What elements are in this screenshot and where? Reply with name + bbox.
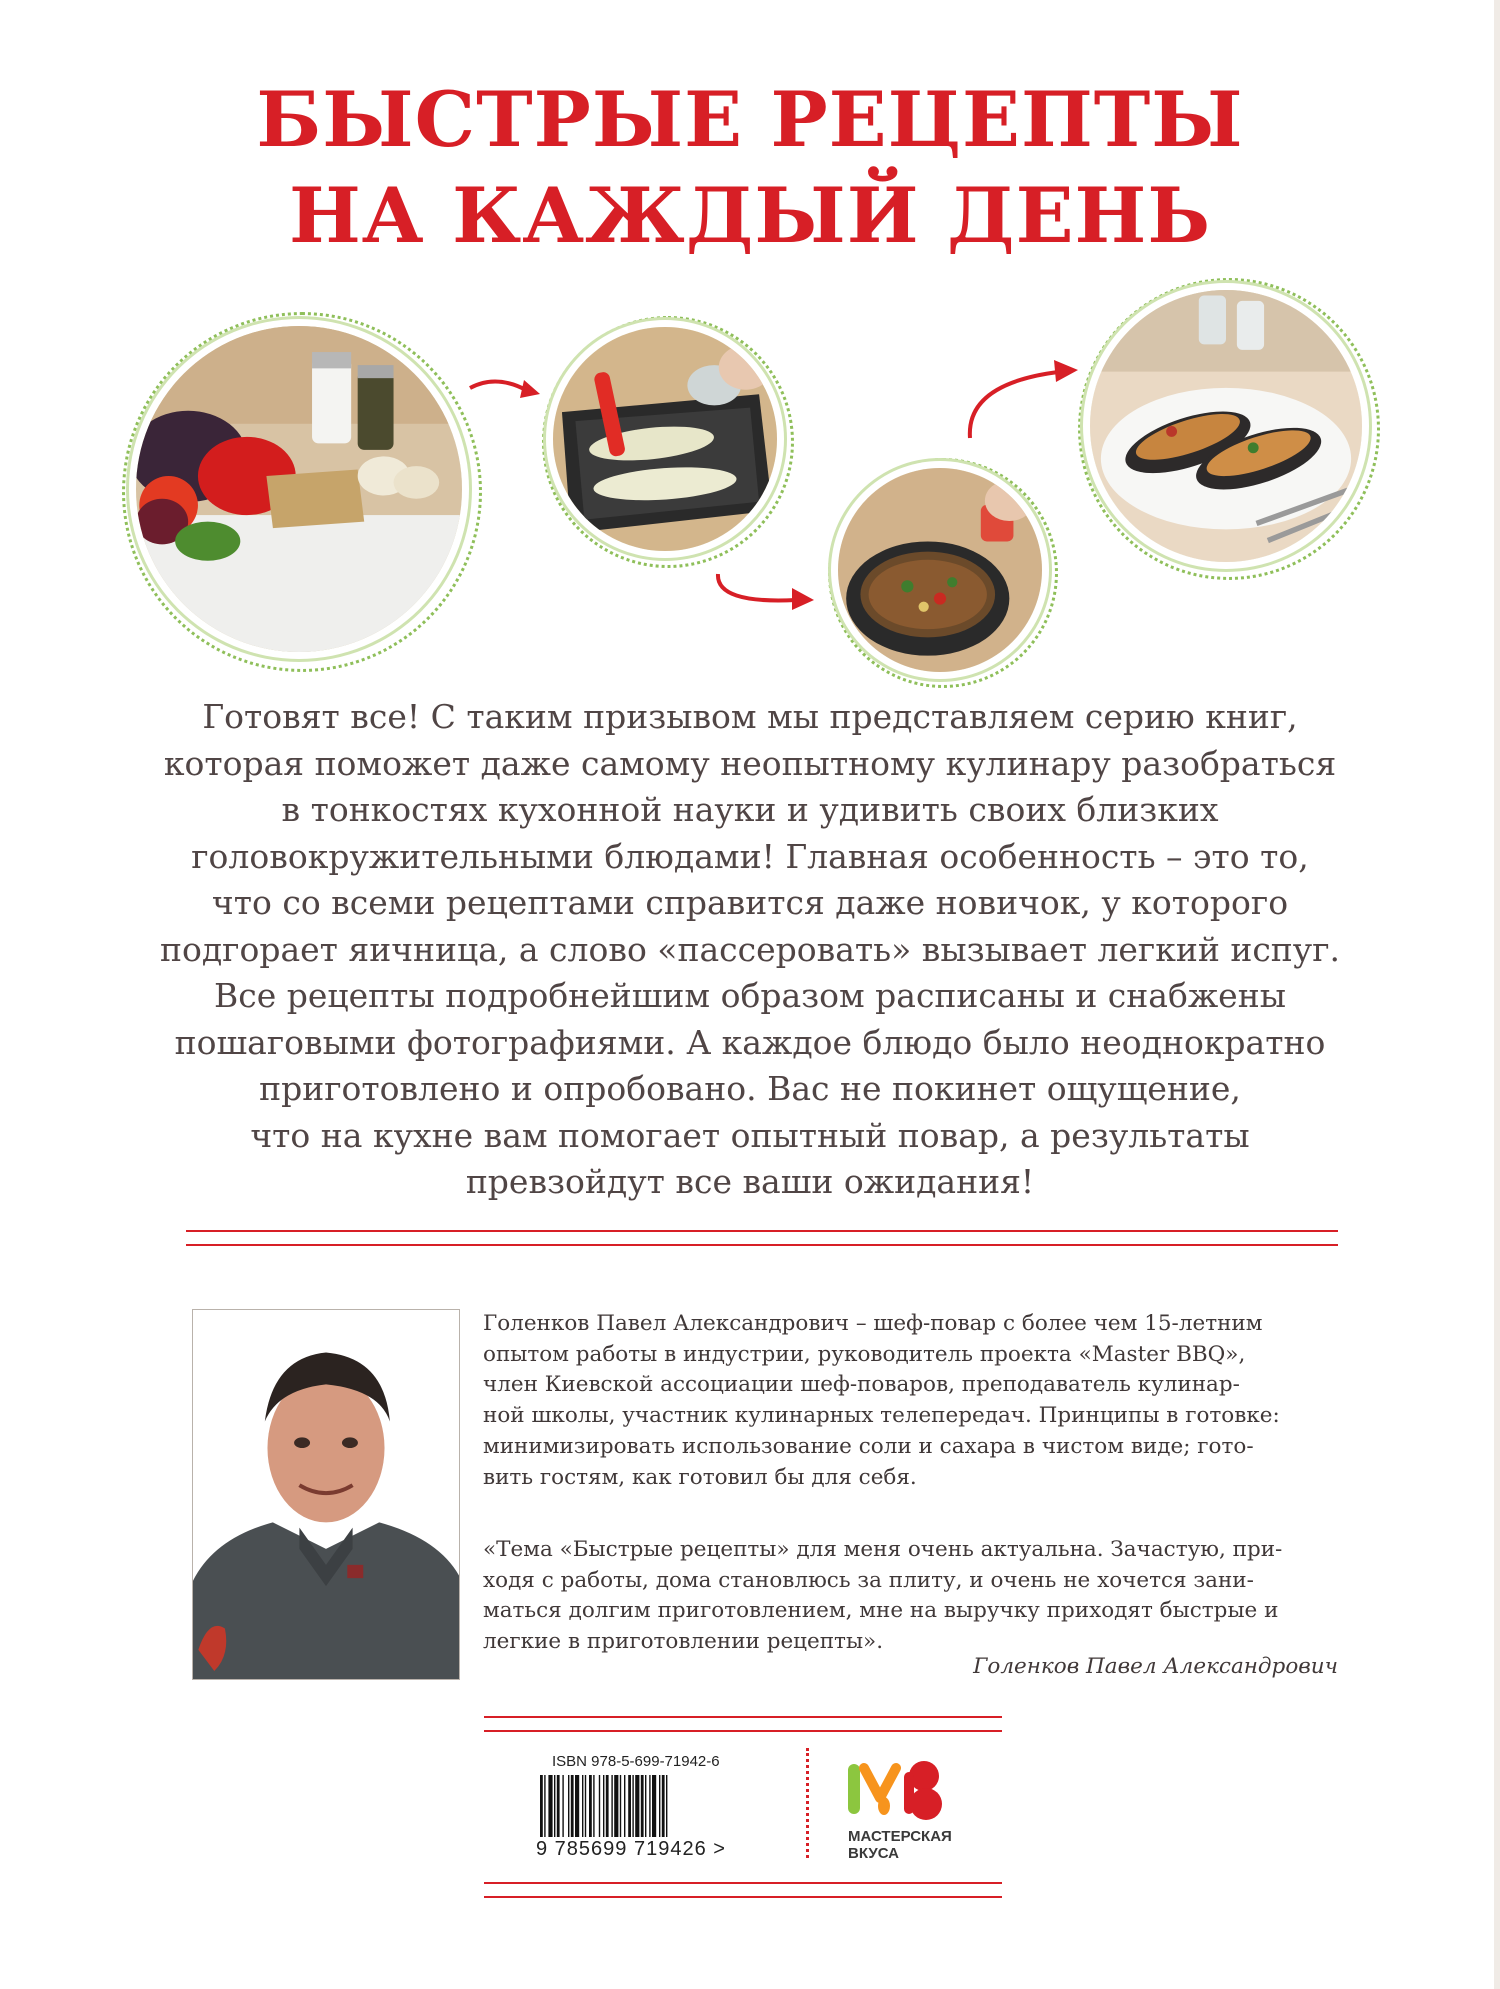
intro-line: в тонкостях кухонной науки и удивить своих близких — [281, 790, 1219, 829]
arrow-step-1-to-2 — [466, 370, 546, 410]
publisher-name-line-1: МАСТЕРСКАЯ — [848, 1828, 952, 1845]
intro-line: головокружительными блюдами! Главная особенность – это то, — [191, 836, 1309, 876]
divider-bottom-3 — [484, 1882, 1002, 1884]
intro-line: которая поможет даже самому неопытному кулинару разобраться — [163, 743, 1337, 783]
step-photo-ingredients — [136, 326, 462, 652]
author-bio — [483, 1309, 1339, 1493]
quote-line: «Тема «Быстрые рецепты» для меня очень актуальна. Зачастую, при- — [483, 1537, 1283, 1562]
divider-top-2 — [186, 1244, 1338, 1246]
quote-line: ходя с работы, дома становлюсь за плиту, и очень не хочется зани- — [483, 1567, 1254, 1593]
arrow-step-3-to-4 — [962, 352, 1086, 448]
dotted-separator — [806, 1748, 809, 1858]
book-title — [0, 72, 1500, 264]
publisher-logo-icon — [846, 1754, 956, 1824]
intro-line: что со всеми рецептами справится даже новичок, у которого — [211, 883, 1289, 922]
intro-line: Все рецепты подробнейшим образом расписаны и снабжены — [214, 976, 1286, 1015]
step-photo-frying-pan — [838, 468, 1042, 672]
intro-line: что на кухне вам помогает опытный повар, а результаты — [250, 1115, 1250, 1155]
publisher-name-line-2: ВКУСА — [848, 1845, 899, 1862]
author-portrait — [192, 1309, 460, 1680]
step-photo-baking-tray — [553, 327, 777, 551]
quote-line: легкие в приготовлении рецепты». — [483, 1629, 884, 1655]
intro-line: Готовят все! С таким призывом мы представляем серию книг, — [202, 697, 1298, 736]
bio-line: минимизировать использование соли и сахара в чистом виде; гото- — [483, 1433, 1254, 1459]
page-edge — [1494, 0, 1500, 1989]
title-line-2: НА КАЖДЫЙ ДЕНЬ — [288, 171, 1212, 260]
bio-line: Голенков Павел Александрович – шеф-повар с более чем 15-летним — [483, 1311, 1263, 1336]
divider-top-1 — [186, 1230, 1338, 1232]
step-photo-final-dish — [1090, 290, 1362, 562]
bio-line: опытом работы в индустрии, руководитель проекта «Master BBQ», — [483, 1341, 1246, 1367]
bio-line: ной школы, участник кулинарных телепередач. Принципы в готовке: — [483, 1403, 1280, 1429]
barcode-digits: 9 785699 719426 > — [536, 1838, 726, 1860]
divider-bottom-2 — [484, 1730, 1002, 1732]
quote-line: маться долгим приготовлением, мне на выручку приходят быстрые и — [483, 1598, 1279, 1624]
intro-line: приготовлено и опробовано. Вас не покинет ощущение, — [259, 1069, 1241, 1108]
intro-line: подгорает яичница, а слово «пассеровать» вызывает легкий испуг. — [159, 929, 1340, 969]
arrow-step-2-to-3 — [710, 568, 820, 618]
bio-line: член Киевской ассоциации шеф-поваров, преподаватель кулинар- — [483, 1372, 1240, 1398]
divider-bottom-1 — [484, 1716, 1002, 1718]
intro-line: превзойдут все ваши ожидания! — [465, 1162, 1035, 1201]
intro-paragraph — [150, 694, 1350, 1206]
intro-line: пошаговыми фотографиями. А каждое блюдо было неоднократно — [174, 1022, 1326, 1062]
publisher-name — [848, 1828, 952, 1862]
title-line-1: БЫСТРЫЕ РЕЦЕПТЫ — [256, 75, 1244, 164]
author-signature: Голенков Павел Александрович — [973, 1654, 1338, 1679]
author-quote — [483, 1535, 1339, 1658]
divider-bottom-4 — [484, 1896, 1002, 1898]
barcode — [538, 1775, 750, 1837]
isbn-label: ISBN 978-5-699-71942-6 — [552, 1753, 720, 1770]
bio-line: вить гостям, как готовил бы для себя. — [483, 1464, 917, 1490]
